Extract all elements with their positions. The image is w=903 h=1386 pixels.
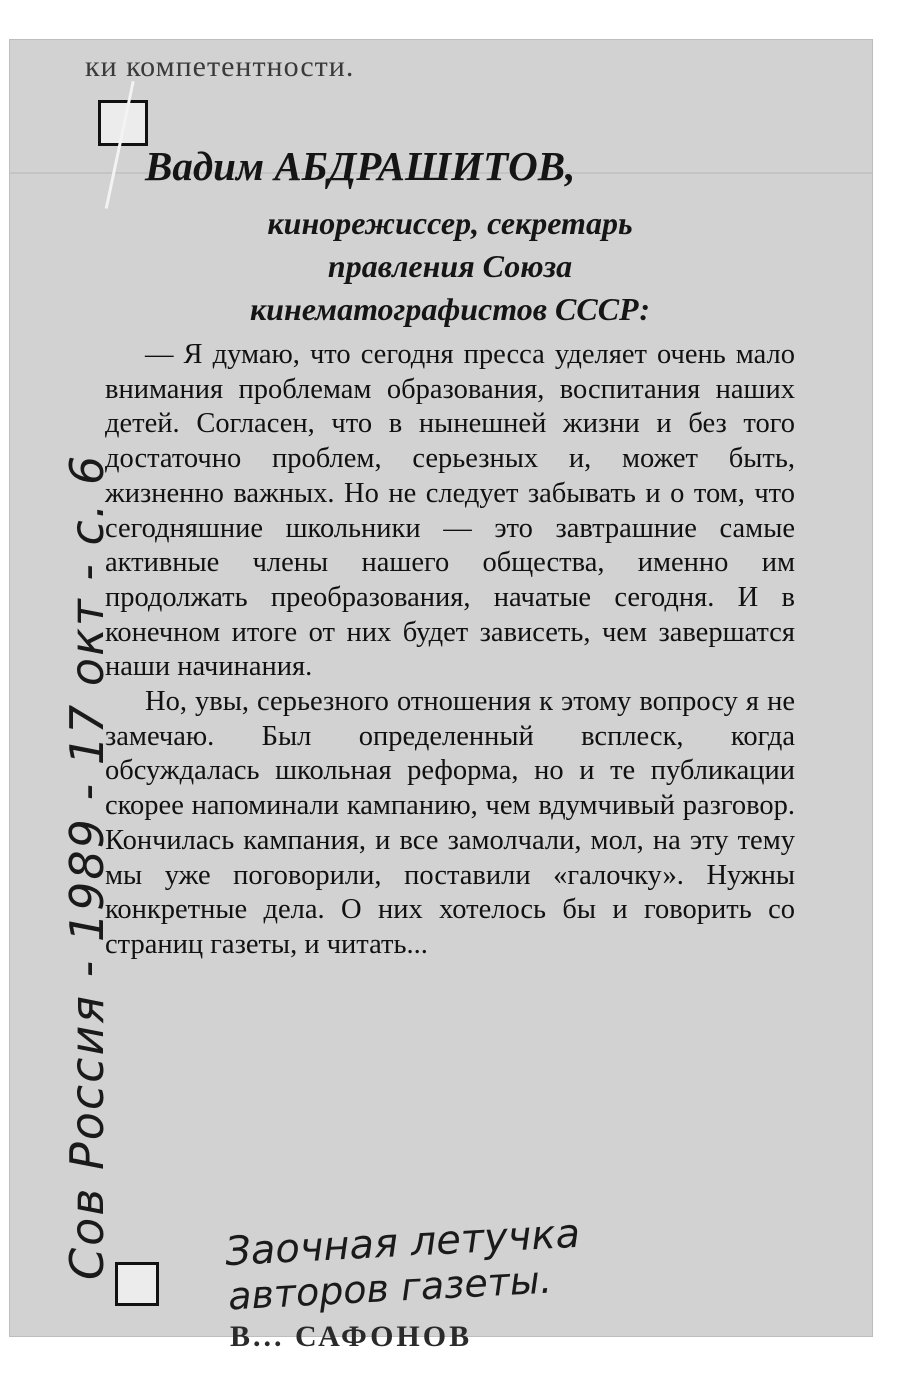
handwritten-note-line: авторов газеты. bbox=[227, 1257, 553, 1319]
article-paragraph: — Я думаю, что сегодня пресса уделяет очень мало внимания проблемам образования, воспитания наших детей. Согласен, что в нынешней жизни и без того достаточно проблем, серьезных и, может быть, жизненно важных. Но не следует забывать и о том, что сегодняшние школьники — это завтрашние самые активные члены нашего общества, именно им продолжать преобразования, начатые сегодня. И в конечном итоге от них будет зависеть, чем завершатся наши начинания. bbox=[105, 339, 795, 683]
newspaper-clipping bbox=[10, 40, 872, 1353]
author-role-line: кинорежиссер, секретарь bbox=[267, 205, 633, 241]
next-article-fragment: В... САФОНОВ bbox=[230, 1320, 473, 1353]
author-name: Вадим АБДРАШИТОВ, bbox=[145, 143, 576, 189]
article-paragraph: Но, увы, серьезного отношения к этому вопросу я не замечаю. Был определенный всплеск, когда обсуждалась школьная реформа, но и те публикации скорее напоминали кампанию, чем вдумчивый разговор. Кончилась кампания, и все замолчали, мол, на эту тему мы уже поговорили, поставили «галочку». Нужны конкретные дела. О них хотелось бы и говорить со страниц газеты, и читать... bbox=[105, 686, 795, 960]
author-role bbox=[130, 202, 770, 331]
author-role-line: кинематографистов СССР: bbox=[249, 291, 651, 327]
handwritten-note-line: Заочная летучка bbox=[224, 1210, 582, 1276]
handwritten-source-date: Сов Россия - 1989 - 17 окт - с. 6 bbox=[60, 453, 114, 1280]
checkbox-square-bottom bbox=[115, 1262, 159, 1306]
author-role-line: правления Союза bbox=[327, 248, 573, 284]
previous-article-fragment: ки компетентности. bbox=[85, 50, 355, 83]
article-body bbox=[105, 338, 795, 963]
